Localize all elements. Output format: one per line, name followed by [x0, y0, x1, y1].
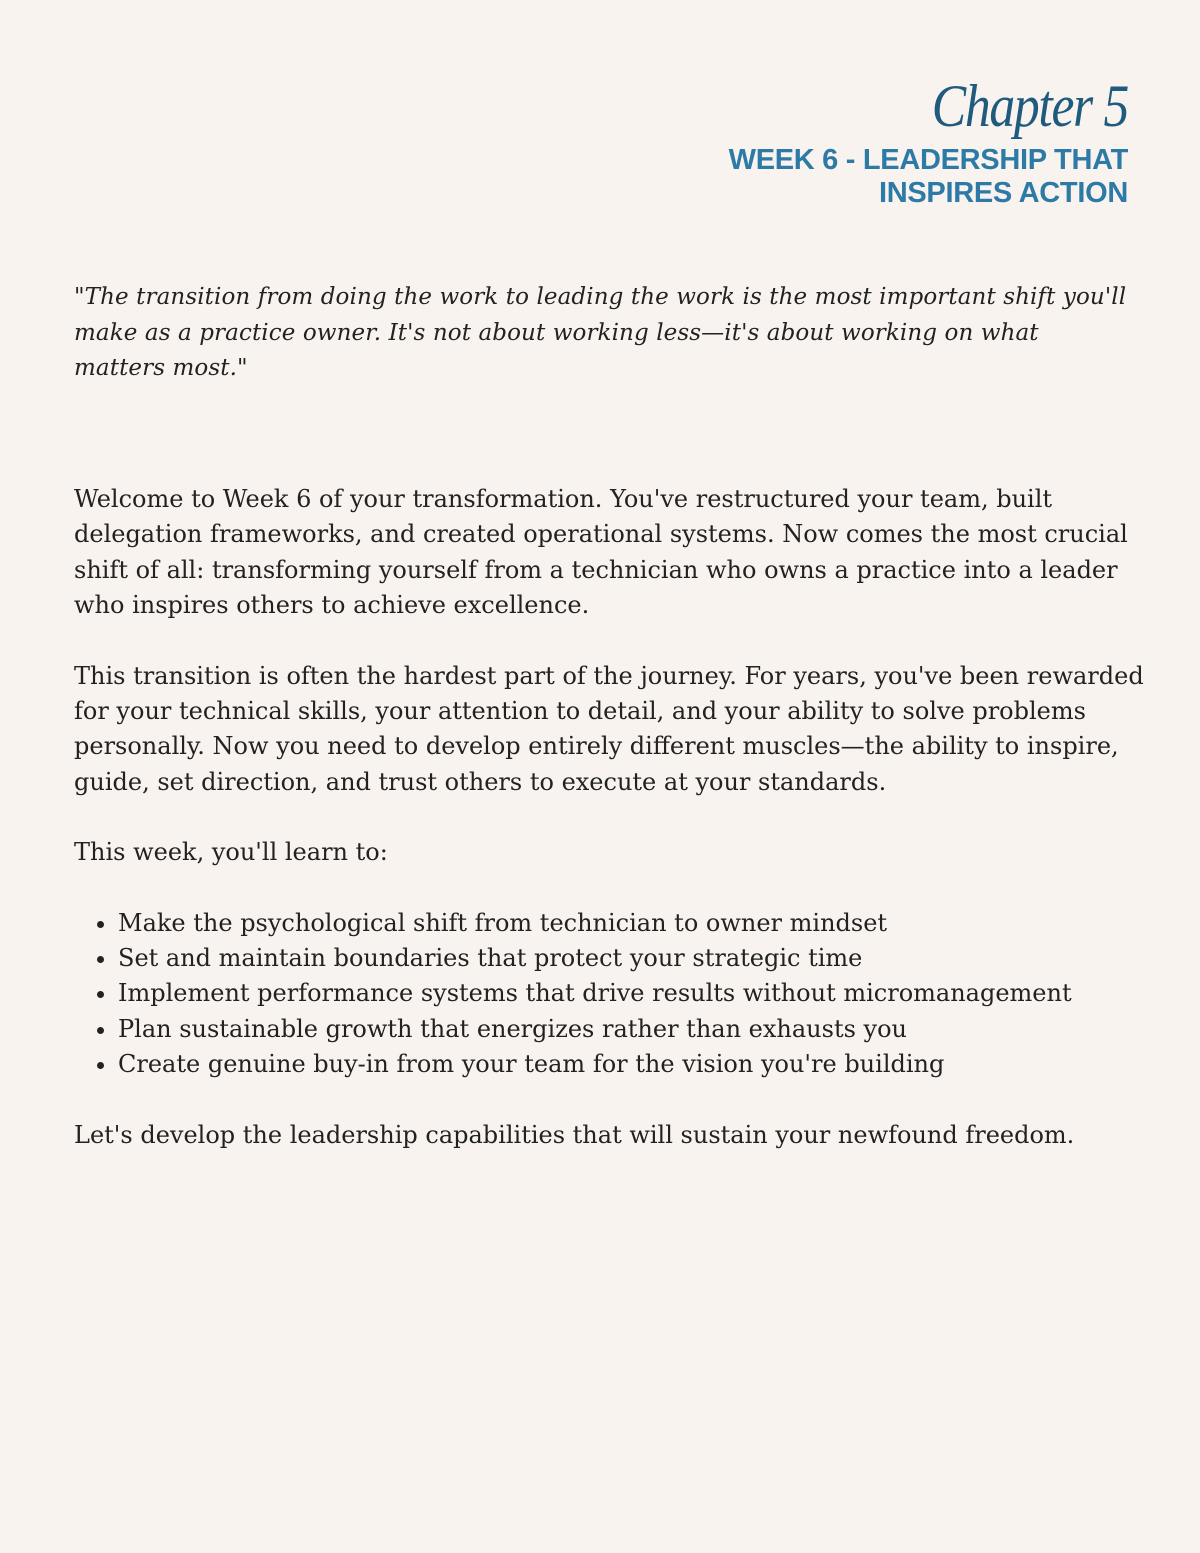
learn-list: [74, 906, 1144, 1083]
opening-quote: "The transition from doing the work to leading the work is the most important shift you'll make as a practice owner. It's not about working less—it's about working on what matters most.": [74, 284, 1127, 381]
intro-paragraph: Welcome to Week 6 of your transformation. You've restructured your team, built delegation frameworks, and created operational systems. Now comes the most crucial shift of all: transforming yourself from a technician who owns a practice into a leader who inspires others to achieve excellence.: [74, 485, 1128, 620]
learn-intro: This week, you'll learn to:: [74, 838, 388, 867]
list-item: • Plan sustainable growth that energizes rather than exhausts you: [118, 1012, 1144, 1047]
list-item: • Create genuine buy-in from your team for the vision you're building: [118, 1047, 1144, 1082]
list-item: • Set and maintain boundaries that protect your strategic time: [118, 941, 1144, 976]
chapter-header: [528, 74, 1128, 210]
body-text: [74, 482, 1144, 1188]
week-title-line-1: WEEK 6 - LEADERSHIP THAT: [728, 144, 1128, 176]
transition-paragraph: This transition is often the hardest part of the journey. For years, you've been rewarded for your technical skills, your attention to detail, and your ability to solve problems personally. Now you need to develop entirely different muscles—the ability to inspire, guide, set direction, and trust others to execute at your standards.: [74, 661, 1144, 796]
closing-paragraph: Let's develop the leadership capabilities that will sustain your newfound freedom.: [74, 1120, 1075, 1149]
list-item: • Make the psychological shift from technician to owner mindset: [118, 906, 1144, 941]
list-item: • Implement performance systems that drive results without micromanagement: [118, 976, 1144, 1011]
chapter-title: Chapter 5: [931, 73, 1128, 139]
week-title: [528, 144, 1128, 210]
week-title-line-2: INSPIRES ACTION: [878, 177, 1128, 209]
